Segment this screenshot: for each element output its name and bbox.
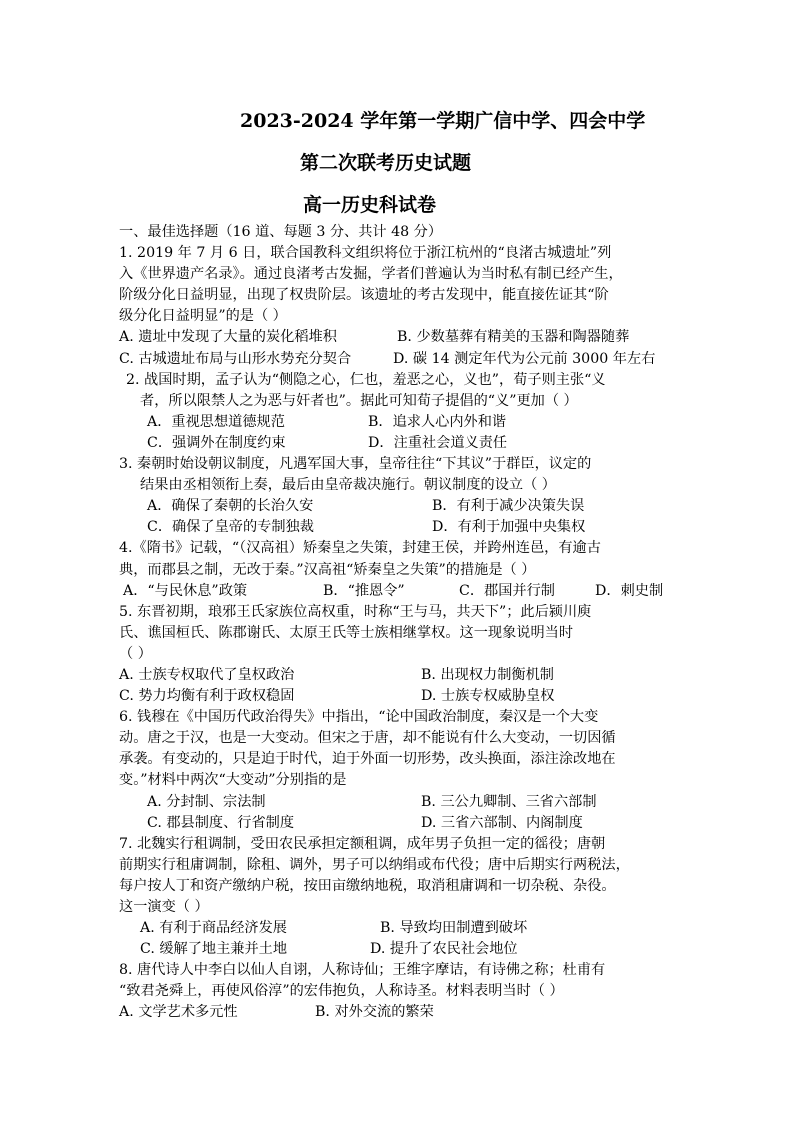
option-a: A. 有利于商品经济发展: [140, 920, 287, 937]
option-a: A．“与民休息”政策: [123, 582, 248, 599]
question-7-line: 前期实行租庸调制，除租、调外，男子可以纳绢或布代役；唐中后期实行两税法，: [119, 856, 630, 873]
option-c: C. 势力均衡有利于政权稳固: [119, 688, 295, 705]
question-3-line: 3. 秦朝时始设朝议制度，凡遇军国大事，皇帝往往“下其议”于群臣，议定的: [119, 456, 592, 473]
question-5-line: 5. 东晋初期，琅邪王氏家族位高权重，时称“王与马，共天下”；此后颍川庾: [119, 603, 592, 620]
question-8-options-ab: [119, 1002, 679, 1023]
question-6-line: 承袭。有变动的，只是迫于时代，迫于外面一切形势，改头换面，添注涂改地在: [119, 751, 616, 768]
question-4-options: [119, 581, 679, 602]
option-b: B. 导致均田制遭到破坏: [380, 920, 528, 937]
option-a: A．重视思想道德规范: [147, 413, 285, 430]
option-b: B．“推恩令”: [323, 582, 405, 599]
option-d: D．注重社会道义责任: [368, 434, 508, 451]
question-6-line: 变。”材料中两次“大变动”分别指的是: [119, 772, 347, 789]
question-3-options-ab: [119, 496, 679, 517]
option-b: B．追求人心内外和谐: [368, 413, 507, 430]
question-2-options-ab: [119, 412, 679, 433]
question-7-line: 7. 北魏实行租调制，受田农民承担定额租调，成年男子负担一定的徭役；唐朝: [119, 835, 606, 852]
question-7-line: 每户按人丁和资产缴纳户税，按田亩缴纳地税，取消租庸调和一切杂税、杂役。: [119, 877, 616, 894]
option-c: C. 古城遗址布局与山形水势充分契合: [119, 350, 352, 367]
option-b: B. 三公九卿制、三省六部制: [421, 793, 597, 810]
question-6-options-ab: [119, 792, 679, 813]
option-b: B．有利于减少决策失误: [432, 498, 585, 515]
question-1-line: 阶级分化日益明显，出现了权贵阶层。该遗址的考古发现中，能直接佐证其“阶: [119, 287, 609, 304]
option-d: D．刺史制: [595, 582, 664, 599]
option-c: C. 郡县制度、行省制度: [147, 814, 295, 831]
question-2-line: 2. 战国时期，孟子认为“侧隐之心，仁也，羞恶之心，义也”，荀子则主张“义: [126, 371, 606, 388]
exam-title-round: 第二次联考历史试题: [300, 152, 472, 174]
question-3-line: 结果由丞相领衔上奏，最后由皇帝裁决施行。朝议制度的设立（ ）: [140, 477, 556, 494]
option-b: B. 少数墓葬有精美的玉器和陶器随葬: [397, 329, 630, 346]
exam-title-subject: 高一历史科试卷: [303, 194, 437, 216]
exam-title-school: 2023-2024 学年第一学期广信中学、四会中学: [240, 110, 646, 132]
question-1-line: 入《世界遗产名录》。通过良渚考古发掘，学者们普遍认为当时私有制已经产生，: [119, 266, 623, 283]
question-7-options-ab: [119, 918, 679, 939]
question-6-line: 动。唐之于汉，也是一大变动。但宋之于唐，却不能说有什么大变动，一切因循: [119, 730, 616, 747]
question-1-line: 级分化日益明显”的是（ ）: [119, 308, 287, 325]
question-2-line: 者，所以限禁人之为恶与奸者也”。据此可知荀子提倡的“义”更加（ ）: [140, 392, 578, 409]
question-7-options-cd: [119, 939, 679, 960]
question-7-line: 这一演变（ ）: [119, 899, 209, 915]
question-8-line: 8. 唐代诗人中李白以仙人自诩，人称诗仙；王维字摩诘，有诗佛之称；杜甫有: [119, 962, 606, 979]
option-c: C．确保了皇帝的专制独裁: [147, 519, 314, 536]
option-a: A．确保了秦朝的长治久安: [147, 498, 314, 515]
question-6-options-cd: [119, 813, 679, 834]
option-c: C．强调外在制度约束: [147, 434, 286, 451]
option-c: C. 缓解了地主兼并土地: [140, 941, 288, 958]
question-1-options-cd: [119, 349, 679, 370]
question-5-options-ab: [119, 665, 679, 686]
question-4-line: 典，而郡县之制，无改于秦。”汉高祖“矫秦皇之失策”的措施是（ ）: [119, 561, 536, 578]
exam-body: [119, 222, 679, 1024]
question-4-line: 4.《隋书》记载，“（汉高祖）矫秦皇之失策，封建王侯，并跨州连邑，有逾古: [119, 540, 601, 557]
option-b: B. 出现权力制衡机制: [421, 666, 554, 683]
question-1-line: 1. 2019 年 7 月 6 日，联合国教科文组织将位于浙江杭州的“良渚古城遗址”列: [119, 245, 612, 262]
question-5-line: 氏、谯国桓氏、陈郡谢氏、太原王氏等士族相继掌权。这一现象说明当时: [119, 624, 574, 641]
option-a: A. 士族专权取代了皇权政治: [119, 666, 295, 683]
question-1-options-ab: [119, 327, 679, 348]
option-d: D. 提升了农民社会地位: [370, 941, 518, 958]
question-5-line: （ ）: [119, 645, 152, 662]
option-b: B. 对外交流的繁荣: [315, 1004, 434, 1021]
section-heading: 一、最佳选择题（16 道、每题 3 分、共计 48 分）: [119, 224, 443, 240]
option-c: C．郡国并行制: [459, 582, 555, 599]
question-3-options-cd: [119, 517, 679, 538]
option-d: D. 士族专权威胁皇权: [421, 688, 555, 705]
question-8-line: “致君尧舜上，再使风俗淳”的宏伟抱负，人称诗圣。材料表明当时（ ）: [119, 983, 564, 1000]
option-d: D. 碳 14 测定年代为公元前 3000 年左右: [393, 350, 656, 367]
question-6-line: 6. 钱穆在《中国历代政治得失》中指出，“论中国政治制度，秦汉是一个大变: [119, 709, 599, 726]
option-d: D. 三省六部制、内阁制度: [421, 814, 583, 831]
question-5-options-cd: [119, 686, 679, 707]
option-a: A. 分封制、宗法制: [147, 793, 266, 810]
option-a: A. 遗址中发现了大量的炭化稻堆积: [119, 329, 337, 346]
option-d: D．有利于加强中央集权: [432, 519, 586, 536]
option-a: A. 文学艺术多元性: [119, 1004, 238, 1021]
question-2-options-cd: [119, 433, 679, 454]
